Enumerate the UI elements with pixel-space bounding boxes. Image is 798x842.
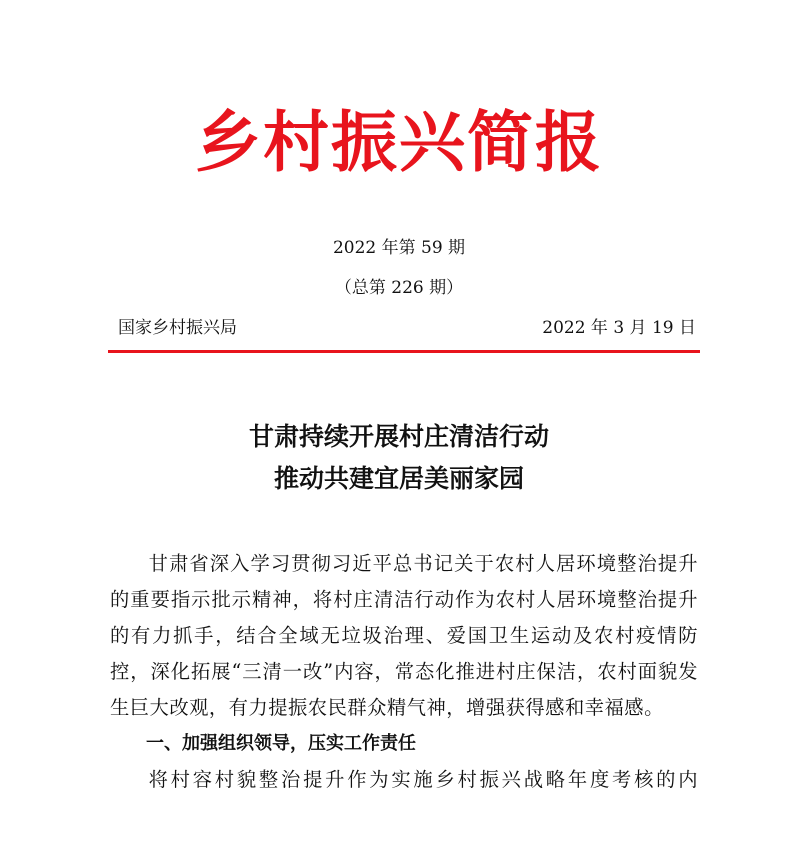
section-1-paragraph: 将村容村貌整治提升作为实施乡村振兴战略年度考核的内 xyxy=(148,768,698,791)
issue-number: 2022 年第 59 期 xyxy=(332,238,466,258)
article-title-line-2: 推动共建宜居美丽家园 xyxy=(273,464,524,493)
article-title-line-1: 甘肃持续开展村庄清洁行动 xyxy=(248,422,549,451)
intro-paragraph: 甘肃省深入学习贯彻习近平总书记关于农村人居环境整治提升的重要指示批示精神，将村庄清洁行动作为农村人居环境整治提升的有力抓手，结合全域无垃圾治理、爱国卫生运动及农村疫情防控，深化拓展“三清一改”内容，常态化推进村庄保洁，农村面貌发生巨大改观，有力提振农民群众精气神，增强获得感和幸福感。 xyxy=(110,552,698,719)
issuing-agency: 国家乡村振兴局 xyxy=(118,318,237,338)
article-body xyxy=(110,546,698,798)
header-divider xyxy=(108,350,700,353)
section-heading-1: 一、加强组织领导，压实工作责任 xyxy=(146,733,416,754)
issue-date: 2022 年 3 月 19 日 xyxy=(542,318,696,338)
masthead-title: 乡村振兴简报 xyxy=(195,103,603,181)
cumulative-issue-number: （总第 226 期） xyxy=(334,278,464,298)
